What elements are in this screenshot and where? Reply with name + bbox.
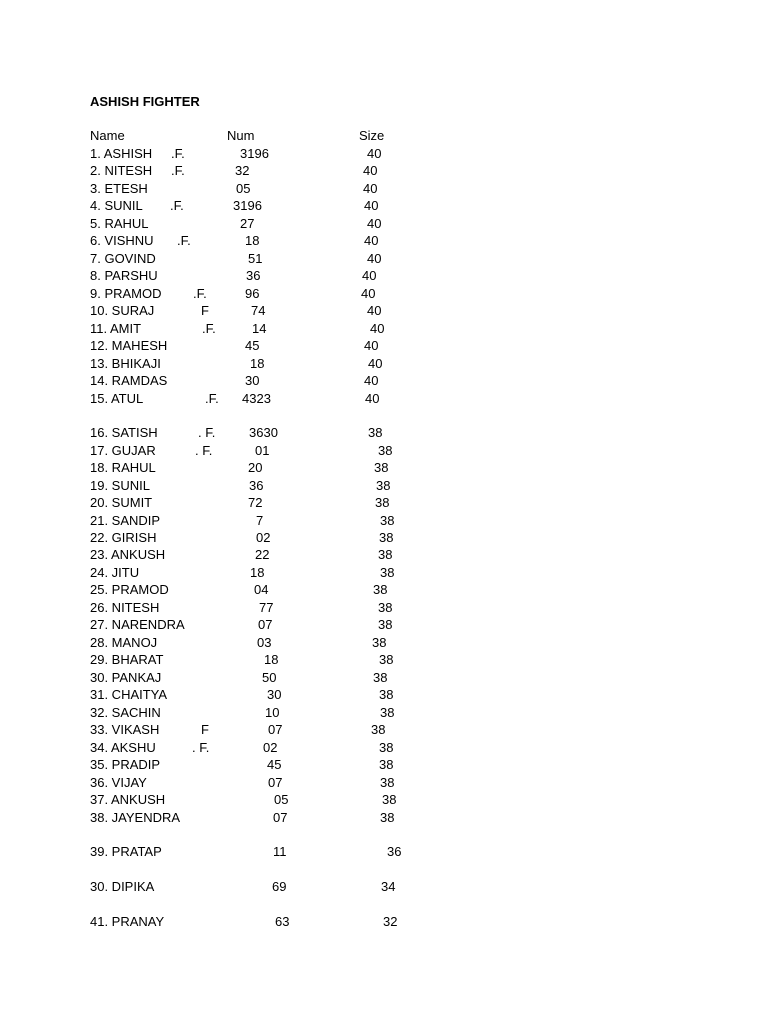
name-column-header: Name xyxy=(90,128,125,143)
row-num: 22 xyxy=(255,547,270,562)
row-num: 30 xyxy=(245,373,260,388)
row-name: 9. PRAMOD xyxy=(90,286,162,301)
row-name: 34. AKSHU xyxy=(90,740,156,755)
table-row xyxy=(0,616,768,633)
row-flag: .F. xyxy=(171,163,185,178)
row-name: 18. RAHUL xyxy=(90,460,156,475)
row-size: 40 xyxy=(364,233,379,248)
row-num: 10 xyxy=(265,705,280,720)
row-size: 38 xyxy=(379,530,394,545)
row-num: 4323 xyxy=(242,391,271,406)
table-row xyxy=(0,320,768,337)
row-size: 38 xyxy=(380,775,395,790)
row-num: 69 xyxy=(272,879,287,894)
row-size: 38 xyxy=(380,565,395,580)
column-header-row xyxy=(0,127,768,144)
row-num: 77 xyxy=(259,600,274,615)
row-name: 31. CHAITYA xyxy=(90,687,168,702)
row-num: 51 xyxy=(248,251,263,266)
row-num: 3196 xyxy=(240,146,269,161)
row-num: 30 xyxy=(267,687,282,702)
row-name: 10. SURAJ xyxy=(90,303,155,318)
table-row xyxy=(0,878,768,895)
table-row xyxy=(0,791,768,808)
row-num: 63 xyxy=(275,914,290,929)
table-row xyxy=(0,581,768,598)
table-row xyxy=(0,285,768,302)
row-size: 38 xyxy=(380,705,395,720)
row-size: 40 xyxy=(363,163,378,178)
row-name: 36. VIJAY xyxy=(90,775,147,790)
row-num: 07 xyxy=(268,722,283,737)
table-row xyxy=(0,756,768,773)
row-size: 40 xyxy=(367,146,382,161)
row-num: 11 xyxy=(273,844,287,859)
row-name: 30. DIPIKA xyxy=(90,879,155,894)
row-size: 38 xyxy=(374,460,389,475)
table-row xyxy=(0,337,768,354)
table-row xyxy=(0,232,768,249)
row-name: 3. ETESH xyxy=(90,181,148,196)
size-column-header: Size xyxy=(359,128,385,143)
row-name: 7. GOVIND xyxy=(90,251,156,266)
row-size: 38 xyxy=(379,740,394,755)
row-name: 12. MAHESH xyxy=(90,338,168,353)
row-size: 38 xyxy=(378,600,393,615)
row-num: 45 xyxy=(267,757,282,772)
row-size: 40 xyxy=(363,181,378,196)
table-row xyxy=(0,477,768,494)
row-flag: F xyxy=(201,303,209,318)
row-name: 1. ASHISH xyxy=(90,146,153,161)
row-size: 38 xyxy=(379,652,394,667)
row-name: 29. BHARAT xyxy=(90,652,164,667)
row-flag: .F. xyxy=(170,198,184,213)
row-size: 40 xyxy=(367,303,382,318)
row-num: 96 xyxy=(245,286,260,301)
row-name: 13. BHIKAJI xyxy=(90,356,161,371)
row-name: 39. PRATAP xyxy=(90,844,162,859)
row-num: 02 xyxy=(256,530,271,545)
table-row xyxy=(0,442,768,459)
row-num: 02 xyxy=(263,740,278,755)
row-num: 18 xyxy=(264,652,279,667)
table-row xyxy=(0,809,768,826)
row-size: 38 xyxy=(373,582,388,597)
row-name: 20. SUMIT xyxy=(90,495,153,510)
row-num: 07 xyxy=(268,775,283,790)
row-size: 38 xyxy=(380,513,395,528)
row-name: 6. VISHNU xyxy=(90,233,154,248)
table-row xyxy=(0,459,768,476)
table-row xyxy=(0,215,768,232)
row-num: 20 xyxy=(248,460,263,475)
row-name: 26. NITESH xyxy=(90,600,160,615)
row-name: 15. ATUL xyxy=(90,391,144,406)
row-num: 36 xyxy=(246,268,261,283)
table-row xyxy=(0,512,768,529)
row-name: 2. NITESH xyxy=(90,163,153,178)
row-flag: .F. xyxy=(202,321,216,336)
table-row xyxy=(0,686,768,703)
row-name: 35. PRADIP xyxy=(90,757,161,772)
row-name: 25. PRAMOD xyxy=(90,582,169,597)
row-size: 40 xyxy=(370,321,385,336)
row-name: 28. MANOJ xyxy=(90,635,158,650)
row-size: 38 xyxy=(371,722,386,737)
row-size: 36 xyxy=(387,844,402,859)
row-size: 40 xyxy=(361,286,376,301)
row-num: 36 xyxy=(249,478,264,493)
table-row xyxy=(0,774,768,791)
table-row xyxy=(0,843,768,860)
row-num: 7 xyxy=(256,513,264,528)
row-name: 16. SATISH xyxy=(90,425,158,440)
row-size: 40 xyxy=(364,338,379,353)
row-name: 27. NARENDRA xyxy=(90,617,185,632)
table-row xyxy=(0,546,768,563)
row-name: 4. SUNIL xyxy=(90,198,143,213)
row-size: 40 xyxy=(362,268,377,283)
row-size: 40 xyxy=(367,216,382,231)
row-size: 40 xyxy=(365,391,380,406)
row-num: 07 xyxy=(258,617,273,632)
row-num: 74 xyxy=(251,303,266,318)
table-row xyxy=(0,424,768,441)
row-flag: .F. xyxy=(171,146,185,161)
row-flag: F xyxy=(201,722,209,737)
num-column-header: Num xyxy=(227,128,255,143)
row-size: 38 xyxy=(372,635,387,650)
row-name: 33. VIKASH xyxy=(90,722,160,737)
table-row xyxy=(0,704,768,721)
row-num: 18 xyxy=(250,356,265,371)
row-flag: . F. xyxy=(195,443,213,458)
table-row xyxy=(0,721,768,738)
row-size: 40 xyxy=(367,251,382,266)
row-name: 8. PARSHU xyxy=(90,268,158,283)
row-flag: . F. xyxy=(198,425,216,440)
row-name: 32. SACHIN xyxy=(90,705,161,720)
table-row xyxy=(0,197,768,214)
row-num: 50 xyxy=(262,670,277,685)
row-num: 04 xyxy=(254,582,269,597)
row-name: 38. JAYENDRA xyxy=(90,810,181,825)
row-flag: .F. xyxy=(205,391,219,406)
table-row xyxy=(0,529,768,546)
document-title: ASHISH FIGHTER xyxy=(90,94,200,109)
row-size: 40 xyxy=(364,373,379,388)
row-num: 72 xyxy=(248,495,263,510)
row-name: 30. PANKAJ xyxy=(90,670,162,685)
row-num: 14 xyxy=(252,321,267,336)
row-size: 38 xyxy=(378,547,393,562)
row-size: 38 xyxy=(382,792,397,807)
row-size: 38 xyxy=(378,443,393,458)
table-row xyxy=(0,494,768,511)
row-name: 37. ANKUSH xyxy=(90,792,166,807)
row-size: 38 xyxy=(379,687,394,702)
row-size: 38 xyxy=(376,478,391,493)
row-size: 38 xyxy=(375,495,390,510)
row-size: 38 xyxy=(368,425,383,440)
table-row xyxy=(0,564,768,581)
row-num: 32 xyxy=(235,163,250,178)
table-row xyxy=(0,180,768,197)
row-num: 05 xyxy=(236,181,251,196)
table-row xyxy=(0,162,768,179)
table-row xyxy=(0,599,768,616)
table-row xyxy=(0,669,768,686)
row-size: 38 xyxy=(380,810,395,825)
row-name: 11. AMIT xyxy=(90,321,142,336)
row-size: 38 xyxy=(379,757,394,772)
row-name: 17. GUJAR xyxy=(90,443,156,458)
row-name: 23. ANKUSH xyxy=(90,547,166,562)
table-row xyxy=(0,634,768,651)
row-num: 18 xyxy=(250,565,265,580)
table-row xyxy=(0,913,768,930)
row-flag: .F. xyxy=(193,286,207,301)
row-num: 18 xyxy=(245,233,260,248)
row-num: 45 xyxy=(245,338,260,353)
row-num: 01 xyxy=(255,443,270,458)
row-name: 14. RAMDAS xyxy=(90,373,168,388)
row-name: 5. RAHUL xyxy=(90,216,149,231)
row-size: 32 xyxy=(383,914,398,929)
table-row xyxy=(0,739,768,756)
row-name: 19. SUNIL xyxy=(90,478,150,493)
row-size: 40 xyxy=(364,198,379,213)
row-size: 40 xyxy=(368,356,383,371)
row-size: 38 xyxy=(373,670,388,685)
table-row xyxy=(0,145,768,162)
row-size: 38 xyxy=(378,617,393,632)
table-row xyxy=(0,390,768,407)
row-size: 34 xyxy=(381,879,396,894)
table-row xyxy=(0,355,768,372)
row-num: 3196 xyxy=(233,198,262,213)
row-num: 27 xyxy=(240,216,255,231)
table-row xyxy=(0,302,768,319)
row-name: 21. SANDIP xyxy=(90,513,161,528)
row-name: 41. PRANAY xyxy=(90,914,165,929)
table-row xyxy=(0,267,768,284)
row-name: 24. JITU xyxy=(90,565,140,580)
row-name: 22. GIRISH xyxy=(90,530,157,545)
row-num: 03 xyxy=(257,635,272,650)
row-num: 05 xyxy=(274,792,289,807)
table-row xyxy=(0,372,768,389)
row-flag: . F. xyxy=(192,740,210,755)
row-num: 3630 xyxy=(249,425,278,440)
row-flag: .F. xyxy=(177,233,191,248)
table-row xyxy=(0,250,768,267)
table-row xyxy=(0,651,768,668)
row-num: 07 xyxy=(273,810,288,825)
